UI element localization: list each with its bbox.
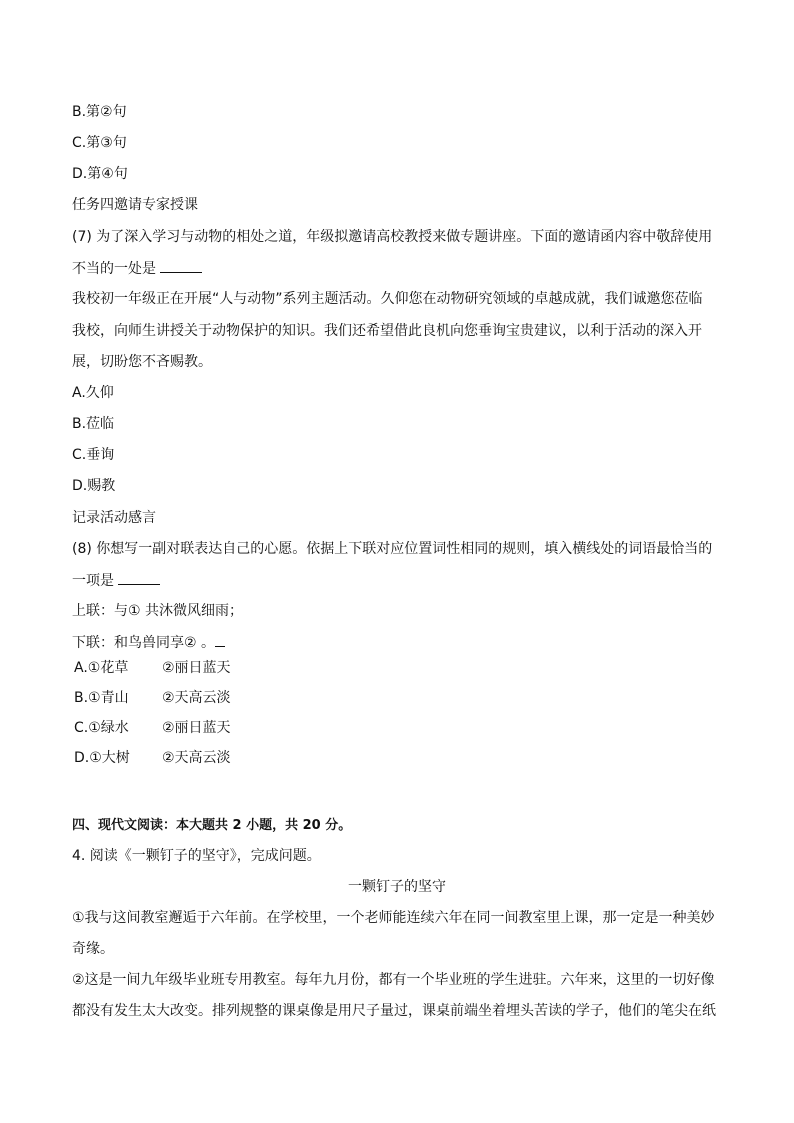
q8-option-c (74, 718, 231, 738)
answer-blank (160, 258, 202, 273)
record-title: 记录活动感言 (72, 510, 156, 526)
couplet-lower (72, 632, 225, 653)
couplet-upper: 上联：与① 共沐微风细雨； (72, 603, 244, 619)
para1-line2: 奇缘。 (72, 941, 114, 957)
q6-option-b: B.第②句 (72, 104, 127, 120)
q8-option-b (74, 688, 231, 708)
q7-stem-line2 (72, 258, 202, 279)
q8-option-d (74, 748, 231, 768)
q7-option-b: B.莅临 (72, 416, 115, 432)
q7-letter-line3: 展，切盼您不吝赐教。 (72, 354, 212, 370)
q7-letter-line1: 我校初一年级正在开展“人与动物”系列主题活动。久仰您在动物研究领域的卓越成就，我们诚邀您莅临 (72, 291, 703, 307)
section4-title: 四、现代文阅读：本大题共 2 小题，共 20 分。 (72, 818, 352, 833)
q8-option-c-2: ②丽日蓝天 (162, 720, 231, 736)
para2-line1: ②这是一间九年级毕业班专用教室。每年九月份，都有一个毕业班的学生进驻。六年来，这里的一切好像 (72, 972, 715, 988)
q8-option-b-1: B.①青山 (74, 690, 129, 706)
q6-option-c: C.第③句 (72, 135, 127, 151)
q8-option-d-1: D.①大树 (74, 750, 130, 766)
para1-line1: ①我与这间教室邂逅于六年前。在学校里，一个老师能连续六年在同一间教室里上课，那一定是一种美妙 (72, 910, 715, 926)
q8-option-b-2: ②天高云淡 (162, 690, 231, 706)
task4-title: 任务四邀请专家授课 (72, 197, 198, 213)
couplet-lower-text: 下联：和鸟兽同享② (72, 635, 197, 651)
q8-stem-line1: (8) 你想写一副对联表达自己的心愿。依据上下联对应位置词性相同的规则，填入横线处的词语最恰当的 (72, 541, 713, 557)
q7-option-a: A.久仰 (72, 385, 114, 401)
q8-option-a (74, 658, 231, 678)
q8-option-a-2: ②丽日蓝天 (162, 660, 231, 676)
q8-stem-line2 (72, 570, 160, 591)
q4-intro: 4. 阅读《一颗钉子的坚守》，完成问题。 (72, 848, 321, 864)
q7-stem-line1: (7) 为了深入学习与动物的相处之道，年级拟邀请高校教授来做专题讲座。下面的邀请函内容中敬辞使用 (72, 229, 713, 245)
q8-option-d-2: ②天高云淡 (162, 750, 231, 766)
couplet-lower-end: 。 (201, 635, 216, 651)
q8-option-a-1: A.①花草 (74, 660, 129, 676)
answer-blank (215, 632, 225, 647)
q6-option-d: D.第④句 (72, 166, 128, 182)
q7-option-d: D.赐教 (72, 478, 116, 494)
q7-letter-line2: 我校，向师生讲授关于动物保护的知识。我们还希望借此良机向您垂询宝贵建议，以利于活动的深入开 (72, 323, 702, 339)
q7-option-c: C.垂询 (72, 447, 115, 463)
para2-line2: 都没有发生太大改变。排列规整的课桌像是用尺子量过，课桌前端坐着埋头苦读的学子，他们的笔尖在纸 (72, 1003, 716, 1019)
q7-stem-text: 不当的一处是 (72, 261, 156, 277)
article-title: 一颗钉子的坚守 (348, 879, 446, 895)
q8-stem-text: 一项是 (72, 573, 114, 589)
answer-blank (118, 570, 160, 585)
q8-option-c-1: C.①绿水 (74, 720, 129, 736)
